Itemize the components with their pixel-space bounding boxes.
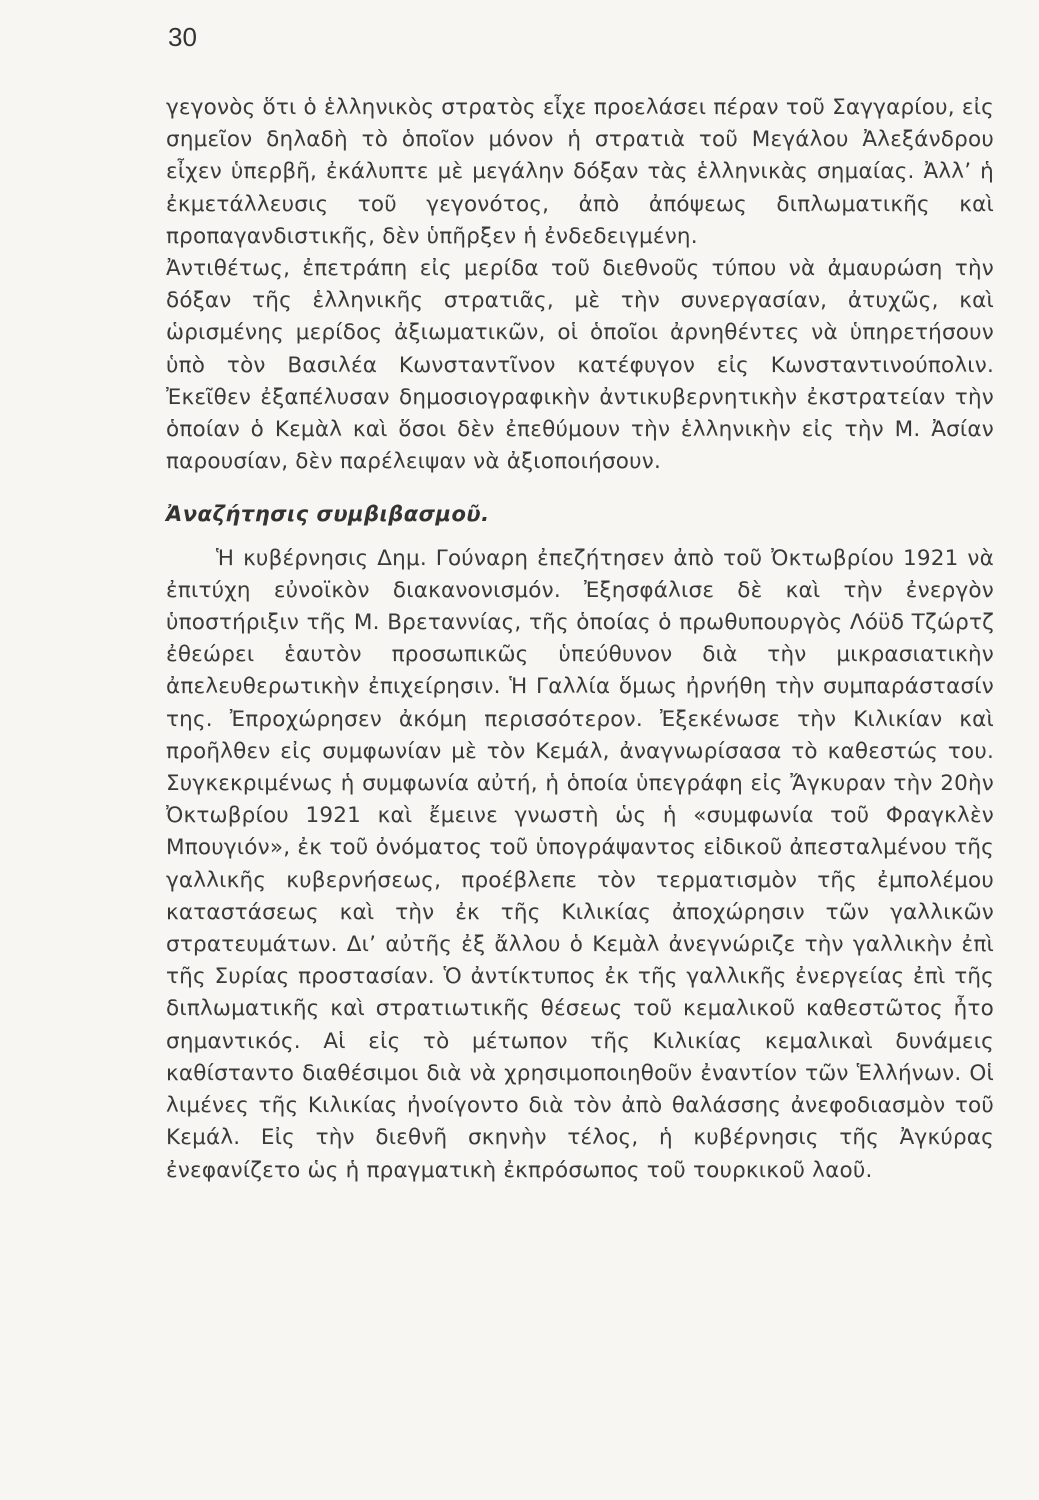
page-number: 30 bbox=[168, 22, 197, 52]
section-heading: Ἀναζήτησις συμβιβασμοῦ. bbox=[166, 502, 490, 527]
paragraph-second: Ἀντιθέτως, ἐπετράπη εἰς μερίδα τοῦ διεθνοῦς τύπου νὰ ἀμαυρώση τὴν δόξαν τῆς ἑλληνικῆς στρατιᾶς, μὲ τὴν συνεργασίαν, ἀτυχῶς, καὶ ὡρισμένης μερίδος ἀξιωματικῶν, οἱ ὁποῖοι ἀρνηθέντες νὰ ὑπηρετήσουν ὑπὸ τὸν Βασιλέα Κωνσταντῖνον κατέφυγον εἰς Κωνσταντινούπολιν. Ἐκεῖθεν ἐξαπέλυσαν δημοσιογραφικὴν ἀντικυβερνητικὴν ἐκστρατείαν τὴν ὁποίαν ὁ Κεμὰλ καὶ ὅσοι δὲν ἐπεθύμουν τὴν ἑλληνικὴν εἰς τὴν Μ. Ἀσίαν παρουσίαν, δὲν παρέλειψαν νὰ ἀξιοποιήσουν. bbox=[166, 256, 994, 475]
paragraph-third: Ἡ κυβέρνησις Δημ. Γούναρη ἐπεζήτησεν ἀπὸ τοῦ Ὀκτωβρίου 1921 νὰ ἐπιτύχη εὐνοϊκὸν διακανονισμόν. Ἐξησφάλισε δὲ καὶ τὴν ἐνεργὸν ὑποστήριξιν τῆς Μ. Βρεταννίας, τῆς ὁποίας ὁ πρωθυπουργὸς Λόϋδ Τζώρτζ ἐθεώρει ἑαυτὸν προσωπικῶς ὑπεύθυνον διὰ τὴν μικρασιατικὴν ἀπελευθερωτικὴν ἐπιχείρησιν. Ἡ Γαλλία ὅμως ἠρνήθη τὴν συμπαράστασίν της. Ἐπροχώρησεν ἀκόμη περισσότερον. Ἐξεκένωσε τὴν Κιλικίαν καὶ προῆλθεν εἰς συμφωνίαν μὲ τὸν Κεμάλ, ἀναγνωρίσασα τὸ καθεστώς του. Συγκεκριμένως ἡ συμφωνία αὐτή, ἡ ὁποία ὑπεγράφη εἰς Ἄγκυραν τὴν 20ὴν Ὀκτωβρίου 1921 καὶ ἔμεινε γνωστὴ ὡς ἡ «συμφωνία τοῦ Φραγκλὲν Μπουγιόν», ἐκ τοῦ ὀνόματος τοῦ ὑπογράψαντος εἰδικοῦ ἀπεσταλμένου τῆς γαλλικῆς κυβερνήσεως, προέβλεπε τὸν τερματισμὸν τῆς ἐμπολέμου καταστάσεως καὶ τὴν ἐκ τῆς Κιλικίας ἀποχώρησιν τῶν γαλλικῶν στρατευμάτων. Δι’ αὐτῆς ἐξ ἄλλου ὁ Κεμὰλ ἀνεγνώριζε τὴν γαλλικὴν ἐπὶ τῆς Συρίας προστασίαν. Ὁ ἀντίκτυπος ἐκ τῆς γαλλικῆς ἐνεργείας ἐπὶ τῆς διπλωματικῆς καὶ στρατιωτικῆς θέσεως τοῦ κεμαλικοῦ καθεστῶτος ἦτο σημαντικός. Αἱ εἰς τὸ μέτωπον τῆς Κιλικίας κεμαλικαὶ δυνάμεις καθίσταντο διαθέσιμοι διὰ νὰ χρησιμοποιηθοῦν ἐναντίον τῶν Ἑλλήνων. Οἱ λιμένες τῆς Κιλικίας ἠνοίγοντο διὰ τὸν ἀπὸ θαλάσσης ἀνεφοδιασμὸν τοῦ Κεμάλ. Εἰς τὴν διεθνῆ σκηνὴν τέλος, ἡ κυβέρνησις τῆς Ἀγκύρας ἐνεφανίζετο ὡς ἡ πραγματικὴ ἐκπρόσωπος τοῦ τουρκικοῦ λαοῦ. bbox=[166, 545, 994, 1183]
paragraph-continuation: γεγονὸς ὅτι ὁ ἑλληνικὸς στρατὸς εἶχε προελάσει πέραν τοῦ Σαγγαρίου, εἰς σημεῖον δηλαδὴ τὸ ὁποῖον μόνον ἡ στρατιὰ τοῦ Μεγάλου Ἀλεξάνδρου εἶχεν ὑπερβῆ, ἐκάλυπτε μὲ μεγάλην δόξαν τὰς ἑλληνικὰς σημαίας. Ἀλλ’ ἡ ἐκμετάλλευσις τοῦ γεγονότος, ἀπὸ ἀπόψεως διπλωματικῆς καὶ προπαγανδιστικῆς, δὲν ὑπῆρξεν ἡ ἐνδεδειγμένη. bbox=[166, 95, 994, 249]
body-text bbox=[166, 92, 994, 1187]
